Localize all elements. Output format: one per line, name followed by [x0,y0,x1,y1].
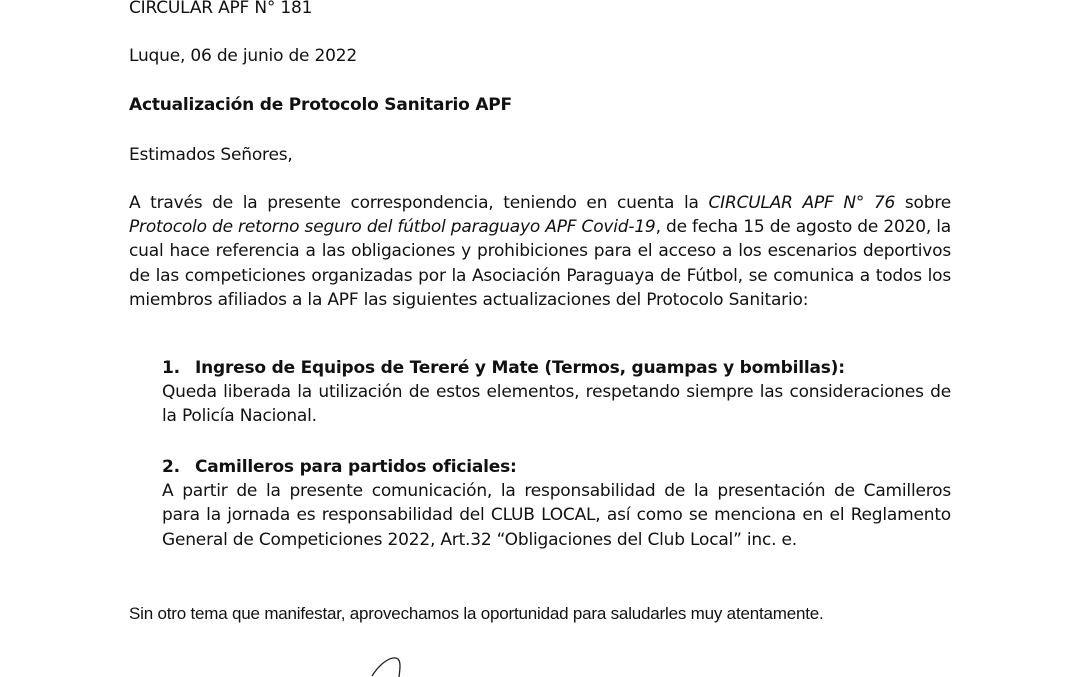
signature-stroke [370,655,410,677]
item-title: Ingreso de Equipos de Tereré y Mate (Termos, guampas y bombillas): [195,358,845,378]
closing-paragraph: Sin otro tema que manifestar, aprovechamos la oportunidad para saludarles muy atentamente. [129,604,824,623]
item-body: Queda liberada la utilización de estos elementos, respetando siempre las consideraciones de la Policía Nacional. [162,382,951,427]
item-heading [162,455,951,479]
circular-number: CIRCULAR APF N° 181 [129,0,313,18]
item-title: Camilleros para partidos oficiales: [195,457,517,477]
greeting: Estimados Señores, [129,145,293,165]
item-number: 1. [162,358,180,378]
intro-paragraph [129,191,951,312]
intro-text-1: A través de la presente correspondencia, teniendo en cuenta la [129,193,709,213]
item-number: 2. [162,457,180,477]
reference-protocol: Protocolo de retorno seguro del fútbol paraguayo APF Covid-19 [129,217,656,238]
intro-text-2: sobre [895,193,951,213]
intro-text-3: , de fecha 15 de agosto de 2020, la cual hace referencia a las obligaciones y prohibiciones para el acceso a los escenarios deportivos de las competiciones organizadas por la Asociación Paraguaya de Fútbol, se comunica a todos los miembros afiliados a la APF las siguientes actualizaciones del Protocolo Sanitario: [129,217,951,310]
item-body: A partir de la presente comunicación, la responsabilidad de la presentación de Camilleros para la jornada es responsabilidad del CLUB LOCAL, así como se menciona en el Reglamento General de Competiciones 2022, Art.32 “Obligaciones del Club Local” inc. e. [162,481,951,550]
list-item-tere-mate [162,356,951,429]
reference-circular: CIRCULAR APF N° 76 [708,193,896,213]
list-item-camilleros [162,455,951,552]
place-date: Luque, 06 de junio de 2022 [129,46,357,66]
item-heading [162,356,951,380]
document-subject: Actualización de Protocolo Sanitario APF [129,95,512,115]
